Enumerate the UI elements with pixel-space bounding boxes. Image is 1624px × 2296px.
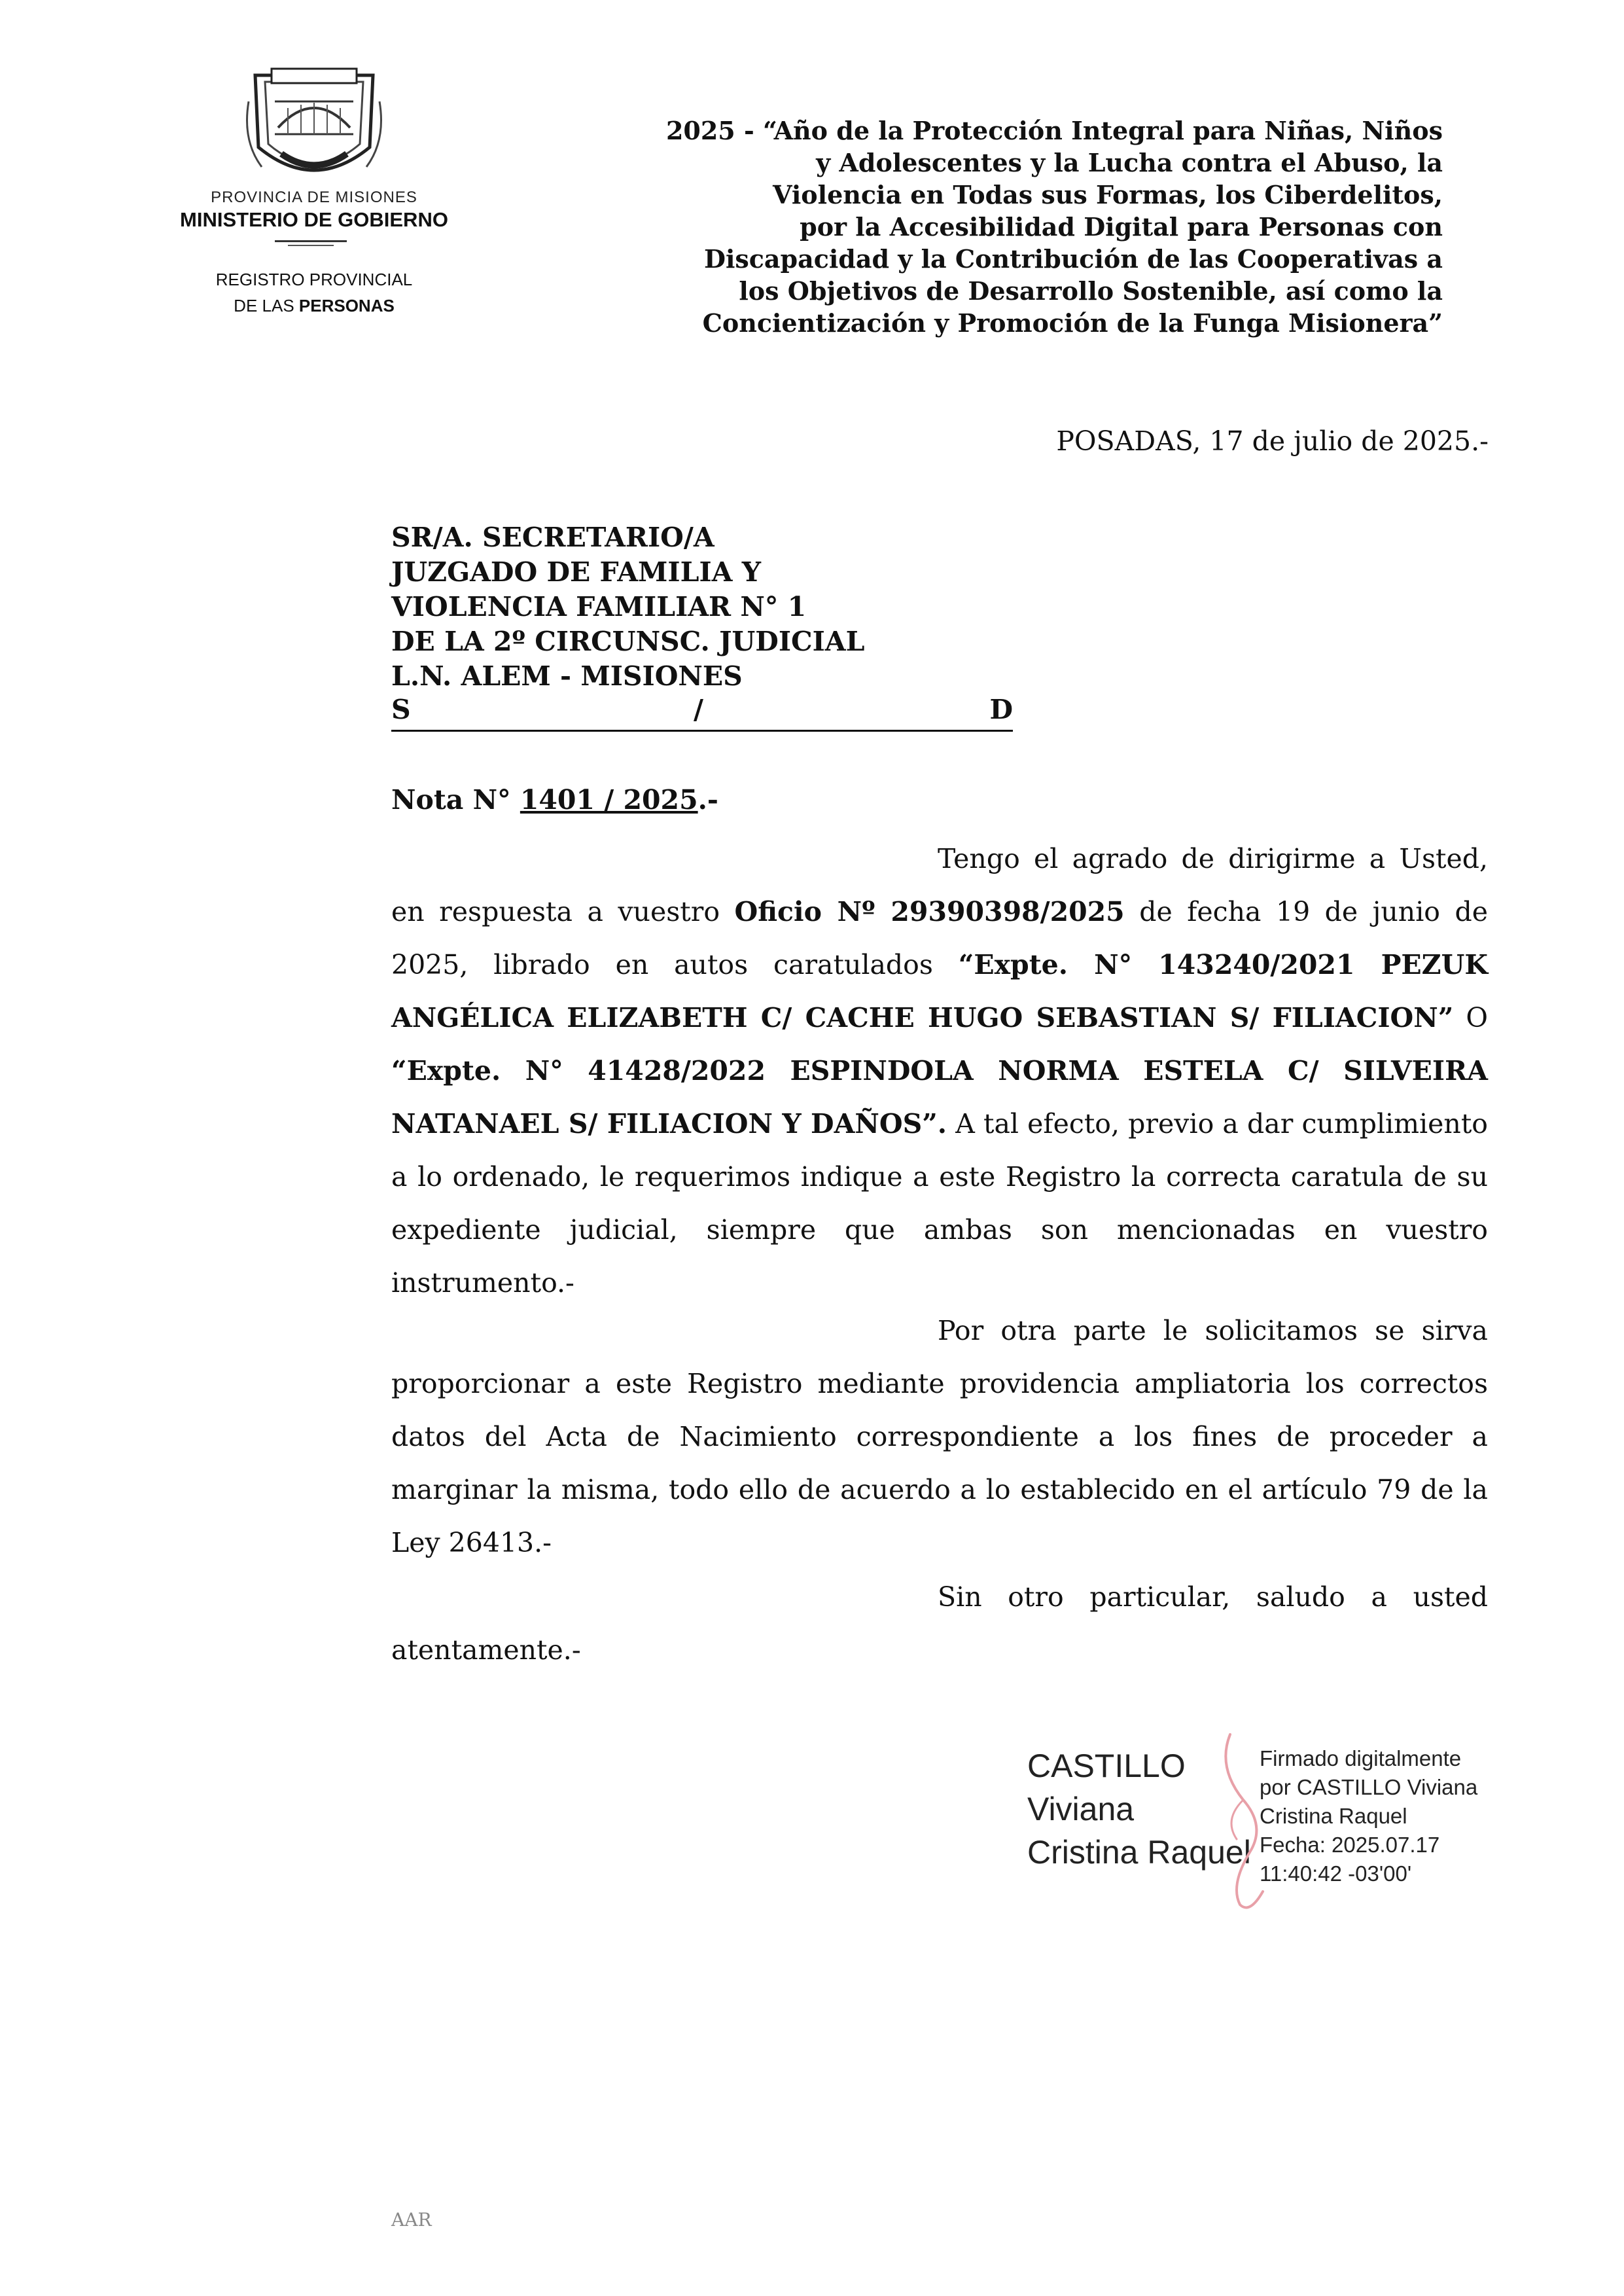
- note-value: 1401 / 2025: [520, 784, 698, 816]
- addressee-line: VIOLENCIA FAMILIAR N° 1: [391, 591, 807, 622]
- note-suffix: .-: [697, 784, 718, 816]
- note-label: Nota N°: [391, 784, 520, 816]
- ministry-divider-short: [288, 245, 334, 246]
- signer-name-line: Cristina Raquel: [1027, 1834, 1251, 1871]
- p1-text: Tengo el agrado de dirigirme a Usted, en respuesta a vuestro: [391, 843, 1488, 927]
- registry-name-line2: [157, 296, 471, 316]
- motto-line: 2025 - “Año de la Protección Integral para Niñas, Niños: [665, 116, 1443, 145]
- digital-signature-line: Firmado digitalmente: [1260, 1746, 1462, 1770]
- digital-signature-line: Fecha: 2025.07.17: [1260, 1833, 1440, 1857]
- p1-text: A tal efecto, previo a dar cumplimiento a lo ordenado, le requerimos indique a este Registro la correcta caratula de su expediente judicial, siempre que ambas son mencionadas en vuestro instrumento.-: [391, 1108, 1488, 1299]
- closing-paragraph: [391, 1571, 1488, 1677]
- oficio-number: Oficio Nº 29390398/2025: [734, 896, 1125, 927]
- p1-text: de fecha 19 de junio de 2025, librado en autos caratulados: [391, 896, 1488, 980]
- addressee-line: SR/A. SECRETARIO/A: [391, 522, 715, 553]
- provincia-de-misiones-seal-icon: [236, 62, 393, 193]
- addressee-line: JUZGADO DE FAMILIA Y: [391, 556, 761, 588]
- digital-signature-line: por CASTILLO Viviana: [1260, 1775, 1478, 1799]
- p2-text: Por otra parte le solicitamos se sirva proporcionar a este Registro mediante providencia ampliatoria los correctos datos del Acta de Nacimiento correspondiente a los fines de proceder a marginar la misma, todo ello de acuerdo a lo establecido en el artículo 79 de la Ley 26413.-: [391, 1315, 1488, 1558]
- digital-signature-line: 11:40:42 -03'00': [1260, 1861, 1412, 1886]
- signer-name-line: Viviana: [1027, 1791, 1135, 1827]
- p3-text: Sin otro particular, saludo a usted atentamente.-: [391, 1581, 1488, 1666]
- signer-name-line: CASTILLO: [1027, 1748, 1186, 1784]
- expediente-2: “Expte. N° 41428/2022 ESPINDOLA NORMA ESTELA C/ SILVEIRA NATANAEL S/ FILIACION Y DAÑOS”.: [391, 1055, 1488, 1139]
- year-motto: [628, 115, 1443, 339]
- registry-personas: PERSONAS: [298, 296, 395, 315]
- ministry-divider: [275, 240, 347, 242]
- registry-prefix: DE LAS: [234, 296, 299, 315]
- addressee-block: [391, 520, 1046, 694]
- motto-line: Concientización y Promoción de la Funga Misionera”: [702, 308, 1443, 338]
- addressee-line: L.N. ALEM - MISIONES: [391, 660, 743, 692]
- note-number: [391, 784, 718, 816]
- letter-date: POSADAS, 17 de julio de 2025.-: [1056, 425, 1489, 457]
- digital-signature-line: Cristina Raquel: [1260, 1804, 1407, 1828]
- motto-line: por la Accesibilidad Digital para Personas con: [800, 212, 1443, 242]
- motto-line: Discapacidad y la Contribución de las Cooperativas a: [703, 244, 1443, 274]
- body-paragraph-2: [391, 1304, 1488, 1570]
- sd-s: S: [391, 694, 411, 725]
- registry-name-line1: REGISTRO PROVINCIAL: [215, 270, 413, 289]
- digital-signature-stamp: [1260, 1744, 1477, 1888]
- province-name: PROVINCIA DE MISIONES: [211, 188, 417, 206]
- su-despacho-line: [391, 694, 1013, 732]
- ministry-name: MINISTERIO DE GOBIERNO: [180, 208, 448, 231]
- addressee-line: DE LA 2º CIRCUNSC. JUDICIAL: [391, 626, 865, 657]
- body-paragraph-1: [391, 833, 1488, 1310]
- motto-line: y Adolescentes y la Lucha contra el Abuso, la: [816, 148, 1443, 177]
- p1-text: O: [1453, 1002, 1488, 1033]
- author-initials: AAR: [391, 2209, 432, 2231]
- sd-d: D: [989, 694, 1013, 725]
- expediente-1: “Expte. N° 143240/2021 PEZUK ANGÉLICA ELIZABETH C/ CACHE HUGO SEBASTIAN S/ FILIACION”: [391, 949, 1489, 1033]
- motto-line: Violencia en Todas sus Formas, los Ciberdelitos,: [773, 180, 1443, 209]
- motto-line: los Objetivos de Desarrollo Sostenible, así como la: [739, 276, 1443, 306]
- sd-slash: /: [694, 694, 703, 725]
